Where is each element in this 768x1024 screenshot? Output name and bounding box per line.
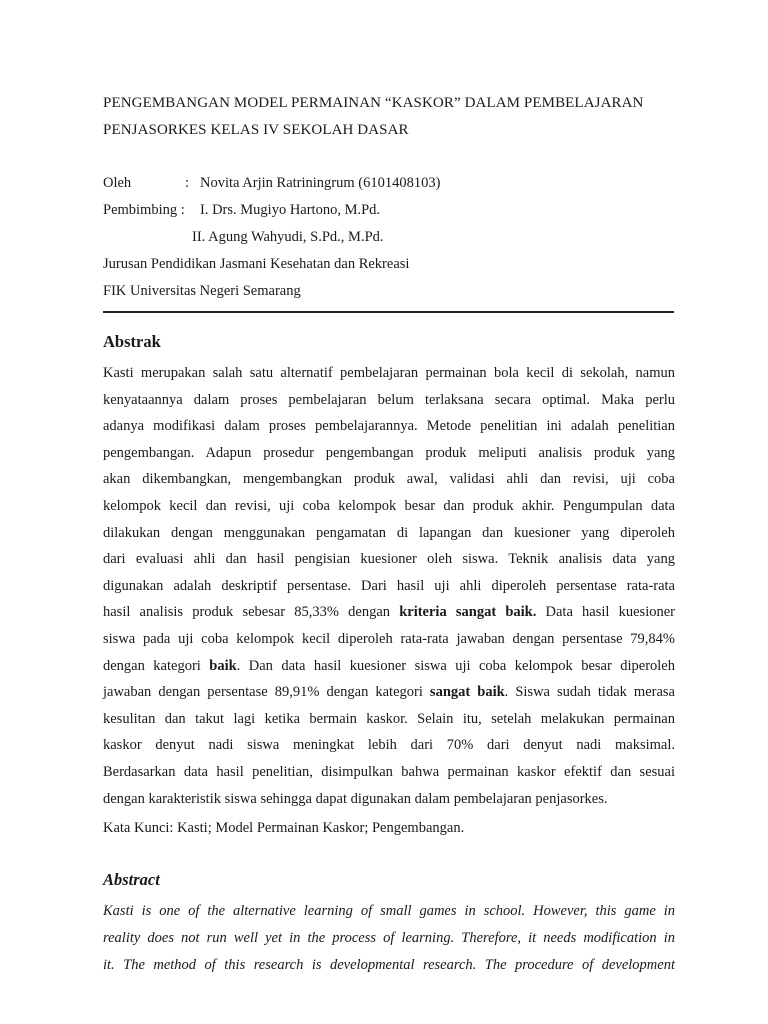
abstrak-line: pengembangan. Adapun prosedur pengembangan produk meliputi analisis produk yang xyxy=(103,444,675,461)
abstrak-line: kesulitan dan takut lagi ketika bermain kaskor. Selain itu, setelah melakukan permainan xyxy=(103,710,675,727)
title-line-2: PENJASORKES KELAS IV SEKOLAH DASAR xyxy=(103,122,409,138)
supervisor-1: I. Drs. Mugiyo Hartono, M.Pd. xyxy=(200,202,381,218)
abstract-line: reality does not run well yet in the process of learning. Therefore, it needs modification in xyxy=(103,930,675,946)
text-run: jawaban dengan persentase 89,91% dengan kategori xyxy=(103,684,430,701)
abstrak-line: dengan karakteristik siswa sehingga dapat digunakan dalam pembelajaran penjasorkes. xyxy=(103,790,608,807)
abstrak-line: Berdasarkan data hasil penelitian, disimpulkan bahwa permainan kaskor efektif dan sesuai xyxy=(103,763,675,780)
text-run: . Siswa sudah tidak merasa xyxy=(504,684,675,701)
abstract-line: it. The method of this research is developmental research. The procedure of development xyxy=(103,957,675,973)
abstrak-line: digunakan adalah deskriptif persentase. Dari hasil uji ahli diperoleh persentase rata-rata xyxy=(103,577,675,594)
abstrak-line: siswa pada uji coba kelompok kecil diperoleh rata-rata jawaban dengan persentase 79,84% xyxy=(103,630,675,647)
abstract-body xyxy=(103,898,675,979)
paper-title xyxy=(103,90,703,144)
text-run: dengan kategori xyxy=(103,657,210,674)
department: Jurusan Pendidikan Jasmani Kesehatan dan Rekreasi xyxy=(103,256,410,272)
abstrak-line-with-bold xyxy=(103,599,675,626)
abstrak-line: kelompok kecil dan revisi, uji coba kelompok besar dan produk akhir. Pengumpulan data xyxy=(103,497,675,514)
abstrak-line: kaskor denyut nadi siswa meningkat lebih dari 70% dari denyut nadi maksimal. xyxy=(103,737,675,754)
abstrak-line: Kasti merupakan salah satu alternatif pembelajaran permainan bola kecil di sekolah, namun xyxy=(103,365,675,381)
keywords: Kata Kunci: Kasti; Model Permainan Kaskor; Pengembangan. xyxy=(103,820,465,836)
text-run: hasil analisis produk sebesar 85,33% dengan xyxy=(103,604,400,621)
author-colon: : xyxy=(185,175,190,191)
abstrak-line: adanya modifikasi dalam proses pembelajarannya. Metode penelitian ini adalah penelitian xyxy=(103,418,675,435)
author-label: Oleh xyxy=(103,175,132,191)
abstrak-heading: Abstrak xyxy=(103,332,161,351)
text-run: Data hasil kuesioner xyxy=(536,604,675,621)
supervisor-2: II. Agung Wahyudi, S.Pd., M.Pd. xyxy=(192,229,384,245)
abstrak-line-with-bold xyxy=(103,653,675,680)
header-divider xyxy=(103,311,674,313)
bold-category: sangat baik xyxy=(429,684,505,701)
bold-criteria: kriteria sangat baik. xyxy=(399,604,537,621)
abstrak-line: dilakukan dengan menggunakan pengamatan di lapangan dan kuesioner yang diperoleh xyxy=(103,524,675,541)
abstrak-line: akan dikembangkan, mengembangkan produk awal, validasi ahli dan revisi, uji coba xyxy=(103,471,675,488)
text-run: . Dan data hasil kuesioner siswa uji coba kelompok besar diperoleh xyxy=(236,657,675,674)
faculty: FIK Universitas Negeri Semarang xyxy=(103,283,301,299)
bold-category: baik xyxy=(209,657,237,674)
abstrak-body xyxy=(103,360,675,812)
abstrak-line-with-bold xyxy=(103,679,675,706)
abstract-line: Kasti is one of the alternative learning of small games in school. However, this game in xyxy=(103,903,675,919)
supervisor-label: Pembimbing : xyxy=(103,202,185,218)
abstrak-line: kenyataannya dalam proses pembelajaran belum terlaksana secara optimal. Maka perlu xyxy=(103,391,675,408)
author-name: Novita Arjin Ratriningrum (6101408103) xyxy=(200,175,441,191)
title-line-1: PENGEMBANGAN MODEL PERMAINAN “KASKOR” DALAM PEMBELAJARAN xyxy=(103,95,644,111)
abstrak-line: dari evaluasi ahli dan hasil pengisian kuesioner oleh siswa. Teknik analisis data yang xyxy=(103,551,675,568)
abstract-heading: Abstract xyxy=(103,870,160,889)
